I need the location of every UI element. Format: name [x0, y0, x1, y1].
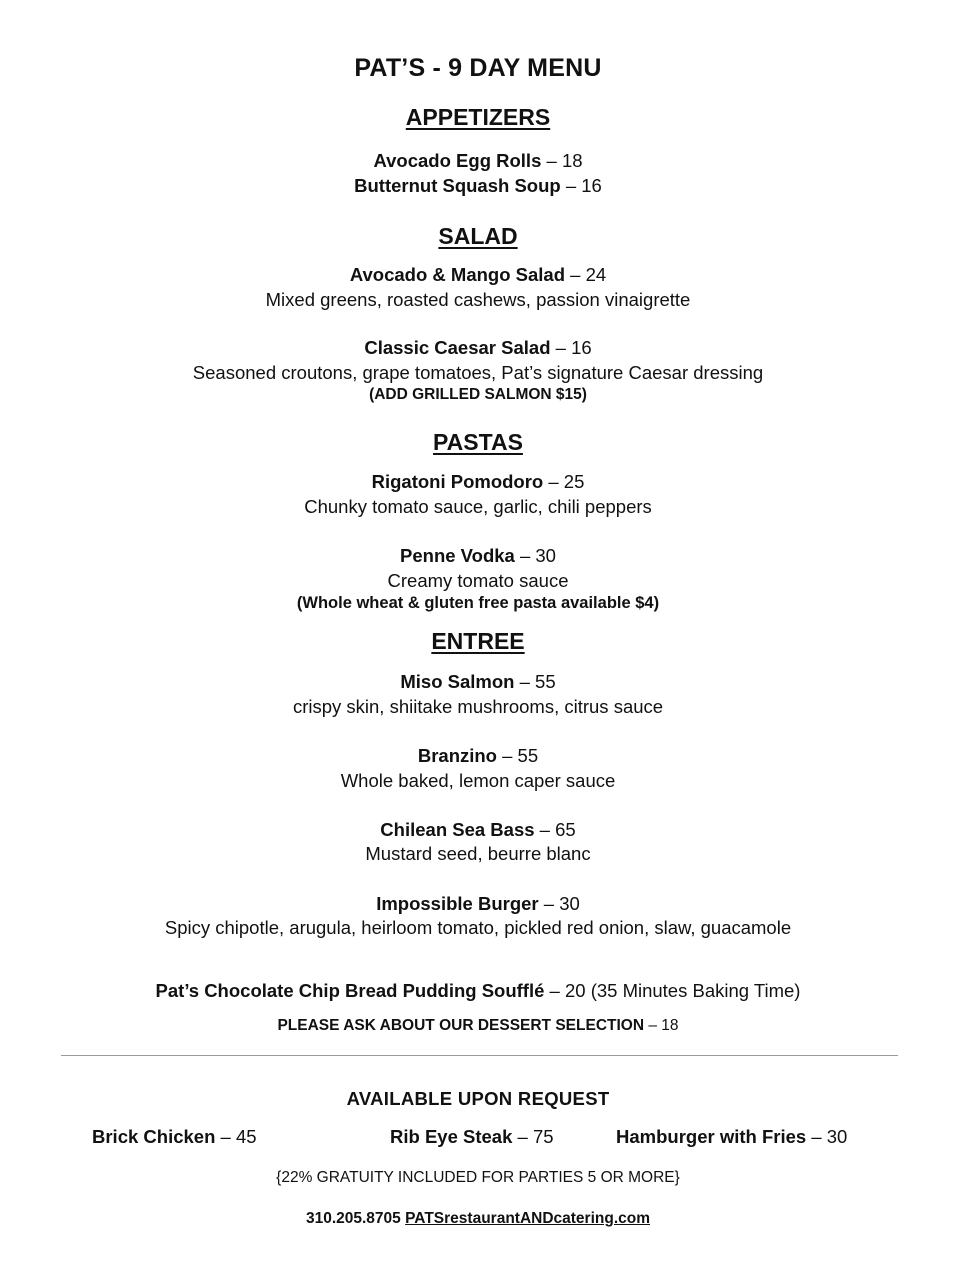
- item-description: Seasoned croutons, grape tomatoes, Pat’s signature Caesar dressing: [192, 362, 764, 383]
- item-price: – 30: [538, 893, 580, 914]
- item-price: – 20 (35 Minutes Baking Time): [544, 980, 801, 1001]
- item-name: Penne Vodka: [400, 545, 515, 566]
- item-name: Miso Salmon: [400, 671, 515, 692]
- item-price: – 16: [550, 337, 592, 358]
- item-name: Avocado Egg Rolls: [373, 150, 542, 171]
- request-item: [616, 1126, 847, 1148]
- item-name: Butternut Squash Soup: [354, 175, 561, 196]
- menu-item: [0, 671, 956, 693]
- menu-item: [0, 337, 956, 359]
- menu-item: [0, 175, 956, 197]
- gratuity-note: {22% GRATUITY INCLUDED FOR PARTIES 5 OR MORE}: [276, 1169, 680, 1186]
- item-name: Brick Chicken: [92, 1126, 216, 1147]
- item-name: Branzino: [417, 745, 497, 766]
- item-description: Chunky tomato sauce, garlic, chili peppers: [304, 496, 652, 517]
- request-item: [92, 1126, 257, 1148]
- menu-item: [0, 471, 956, 493]
- item-price: – 65: [534, 819, 576, 840]
- item-description: crispy skin, shiitake mushrooms, citrus sauce: [292, 696, 664, 717]
- item-name: Chilean Sea Bass: [380, 819, 535, 840]
- phone-number: 310.205.8705: [305, 1210, 401, 1227]
- item-name: Classic Caesar Salad: [364, 337, 551, 358]
- item-note: (Whole wheat & gluten free pasta available $4): [296, 594, 660, 612]
- menu-item: [0, 745, 956, 767]
- item-price: – 55: [496, 745, 539, 766]
- item-price: – 24: [565, 264, 607, 285]
- item-price: – 55: [514, 671, 556, 692]
- menu-item: [0, 819, 956, 841]
- item-price: – 25: [543, 471, 585, 492]
- section-heading-pastas: PASTAS: [433, 429, 523, 455]
- item-name: Impossible Burger: [376, 893, 539, 914]
- item-price: – 30: [514, 545, 556, 566]
- item-description: Spicy chipotle, arugula, heirloom tomato, pickled red onion, slaw, guacamole: [164, 917, 792, 938]
- dessert-ask-price: – 18: [644, 1017, 679, 1034]
- contact-line: [0, 1210, 956, 1228]
- item-price: – 16: [560, 175, 602, 196]
- dessert-note: [0, 1017, 956, 1035]
- menu-item: [0, 545, 956, 567]
- divider: [61, 1055, 898, 1056]
- request-heading: AVAILABLE UPON REQUEST: [346, 1088, 610, 1109]
- dessert-ask-label: PLEASE ASK ABOUT OUR DESSERT SELECTION: [277, 1017, 645, 1034]
- section-heading-entree: ENTREE: [431, 628, 525, 654]
- item-name: Rib Eye Steak: [390, 1126, 513, 1147]
- item-description: Creamy tomato sauce: [387, 570, 569, 591]
- item-description: Mustard seed, beurre blanc: [365, 843, 591, 864]
- section-heading-salad: SALAD: [438, 223, 518, 249]
- menu-item: [0, 893, 956, 915]
- menu-item: [0, 150, 956, 172]
- menu-item: [0, 264, 956, 286]
- section-heading-appetizers: APPETIZERS: [405, 104, 551, 130]
- item-description: Whole baked, lemon caper sauce: [340, 770, 616, 791]
- item-price: – 18: [541, 150, 583, 171]
- item-price: – 75: [512, 1126, 554, 1147]
- item-name: Rigatoni Pomodoro: [371, 471, 544, 492]
- website-link[interactable]: PATSrestaurantANDcatering.com: [405, 1210, 651, 1227]
- dessert-item: [0, 980, 956, 1002]
- item-name: Avocado & Mango Salad: [349, 264, 566, 285]
- item-name: Pat’s Chocolate Chip Bread Pudding Soufflé: [155, 980, 545, 1001]
- menu-title: PAT’S - 9 DAY MENU: [354, 54, 602, 82]
- item-price: – 45: [215, 1126, 257, 1147]
- item-price: – 30: [806, 1126, 848, 1147]
- item-description: Mixed greens, roasted cashews, passion vinaigrette: [265, 289, 691, 310]
- item-name: Hamburger with Fries: [616, 1126, 807, 1147]
- item-note: (ADD GRILLED SALMON $15): [369, 386, 587, 403]
- request-item: [390, 1126, 554, 1148]
